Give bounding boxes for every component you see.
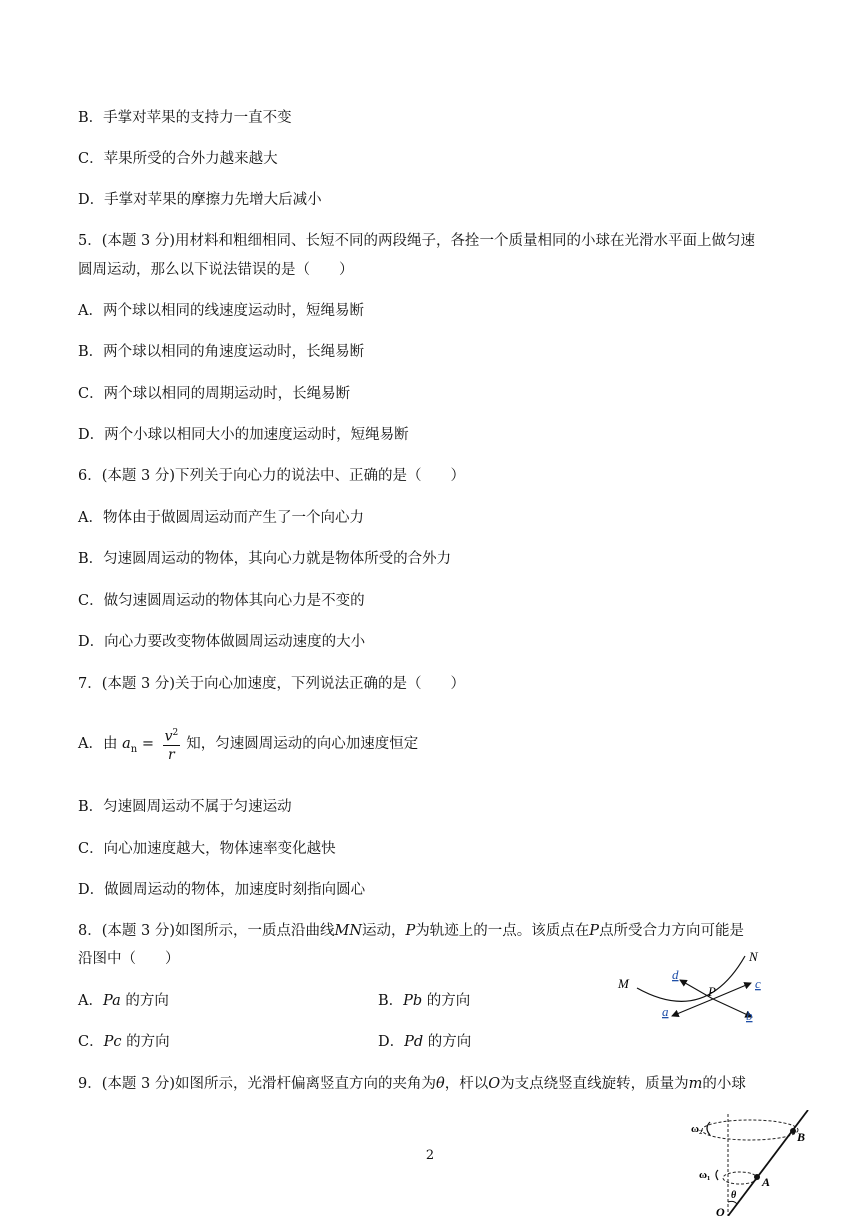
q5-stem-line1: 5．(本题 3 分)用材料和粗细相同、长短不同的两段绳子，各拴一个质量相同的小球在光滑水平面上做匀速: [78, 233, 755, 249]
fraction-numerator: [163, 724, 181, 747]
ball-b: [790, 1128, 796, 1134]
label-d: d: [672, 967, 679, 982]
label-omega1: ω₁: [699, 1169, 711, 1181]
label-p: P: [708, 984, 716, 999]
rod: [728, 1110, 808, 1216]
formula-fraction: [163, 724, 181, 765]
q8-stem-part-b: 运动，: [362, 923, 406, 939]
option-var: Pc: [103, 1034, 122, 1050]
label-m: M: [618, 976, 629, 991]
q8-stem-line1: [78, 921, 744, 941]
option-var: Pb: [403, 993, 423, 1009]
q8-stem-part-a: 8．(本题 3 分)如图所示，一质点沿曲线: [78, 923, 335, 939]
label-omega2: ω₂: [691, 1123, 703, 1135]
q6-option-d: D．向心力要改变物体做圆周运动速度的大小: [78, 634, 366, 650]
q7-option-d: D．做圆周运动的物体，加速度时刻指向圆心: [78, 882, 366, 898]
label-b: b: [746, 1008, 753, 1023]
q7-option-a-suffix: 知，匀速圆周运动的向心加速度恒定: [186, 736, 419, 752]
lower-orbit: [723, 1172, 757, 1184]
q8-option-b: [378, 991, 470, 1011]
q5-option-d: D．两个小球以相同大小的加速度运动时，短绳易断: [78, 427, 409, 443]
ball-a: [754, 1174, 760, 1180]
q9-stem-part-c: 为支点绕竖直线旋转，质量为: [500, 1076, 689, 1092]
q9-theta: θ: [435, 1076, 445, 1092]
omega1-arrow: [716, 1170, 718, 1180]
option-letter: B．: [378, 993, 404, 1009]
arrow-pc: [713, 983, 751, 999]
label-b: B: [797, 1130, 806, 1144]
q9-mass-m: m: [688, 1076, 703, 1092]
option-letter: C．: [78, 1034, 104, 1050]
q9-stem-part-d: 的小球: [702, 1076, 746, 1092]
option-letter: A．: [78, 993, 103, 1009]
q8-stem-part-c: 为轨迹上的一点。该质点在: [415, 923, 590, 939]
numerator-exponent: 2: [172, 727, 179, 738]
option-text: 的方向: [120, 993, 169, 1009]
option-letter: D．: [378, 1034, 405, 1050]
q8-curve-mn: MN: [334, 923, 363, 939]
q6-option-b: B．匀速圆周运动的物体，其向心力就是物体所受的合外力: [78, 551, 452, 567]
numerator-v: v: [164, 728, 173, 745]
option-var: Pd: [404, 1034, 424, 1050]
label-c: c: [755, 976, 761, 991]
omega2-arrow: [707, 1122, 710, 1135]
q4-option-b: B．手掌对苹果的支持力一直不变: [78, 110, 292, 126]
upper-orbit: [702, 1120, 798, 1140]
q5-option-c: C．两个球以相同的周期运动时，长绳易断: [78, 386, 351, 402]
option-text: 的方向: [422, 993, 471, 1009]
q5-option-a: A．两个球以相同的线速度运动时，短绳易断: [78, 303, 364, 319]
q7-option-a: [78, 722, 418, 772]
q8-point-p2: P: [589, 923, 600, 939]
q8-option-a: [78, 991, 169, 1011]
q8-option-c: [78, 1032, 170, 1052]
q7-option-a-prefix: A．由: [78, 736, 118, 752]
q5-stem-line2: 圆周运动，那么以下说法错误的是（ ）: [78, 262, 354, 278]
theta-arc: [728, 1201, 737, 1204]
q4-option-c: C．苹果所受的合外力越来越大: [78, 151, 278, 167]
q7-option-c: C．向心加速度越大，物体速率变化越快: [78, 841, 336, 857]
q6-stem: 6．(本题 3 分)下列关于向心力的说法中、正确的是（ ）: [78, 468, 465, 484]
q9-pivot-o: O: [488, 1076, 501, 1092]
q5-option-b: B．两个球以相同的角速度运动时，长绳易断: [78, 344, 365, 360]
formula-a: a: [122, 736, 131, 752]
label-a: A: [762, 1175, 771, 1189]
fraction-denominator: r: [168, 747, 175, 764]
option-text: 的方向: [423, 1034, 472, 1050]
page-number: 2: [425, 1148, 435, 1163]
label-theta: θ: [731, 1190, 737, 1201]
q7-stem: 7．(本题 3 分)关于向心加速度，下列说法正确的是（ ）: [78, 676, 465, 692]
label-n: N: [749, 949, 758, 964]
trajectory-curve: [637, 956, 745, 1001]
formula-subscript: n: [130, 743, 138, 755]
q9-stem-part-b: ，杆以: [444, 1076, 489, 1092]
q7-option-b: B．匀速圆周运动不属于匀速运动: [78, 799, 292, 815]
q9-stem-part-a: 9．(本题 3 分)如图所示，光滑杆偏离竖直方向的夹角为: [78, 1076, 436, 1092]
q8-stem-line2: 沿图中（ ）: [78, 951, 180, 967]
option-var: Pa: [102, 993, 121, 1009]
q8-option-d: [378, 1032, 471, 1052]
q8-point-p1: P: [405, 923, 416, 939]
q6-option-c: C．做匀速圆周运动的物体其向心力是不变的: [78, 593, 365, 609]
option-text: 的方向: [121, 1034, 170, 1050]
label-o: O: [716, 1205, 725, 1216]
q6-option-a: A．物体由于做圆周运动而产生了一个向心力: [78, 510, 364, 526]
formula-equals: =: [141, 736, 154, 752]
q8-stem-part-d: 点所受合力方向可能是: [599, 923, 745, 939]
label-a: a: [662, 1004, 669, 1019]
q4-option-d: D．手掌对苹果的摩擦力先增大后减小: [78, 192, 322, 208]
q9-stem: [78, 1074, 746, 1094]
q8-curve-figure: [610, 946, 780, 1026]
q9-rotating-rod-figure: [690, 1110, 815, 1216]
